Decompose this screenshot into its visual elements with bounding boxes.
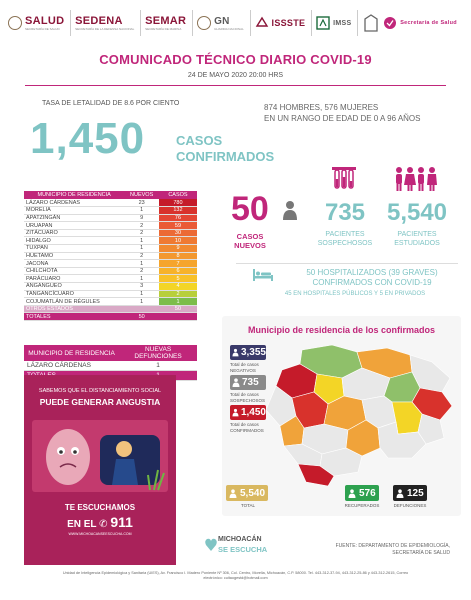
- column-header-nuevos: NUEVOS: [124, 191, 159, 199]
- table-row: [24, 267, 197, 275]
- michoacan-choropleth-map: [262, 340, 460, 490]
- poster-url: WWW.MICHOACANSEESCUCHA.COM: [68, 532, 132, 536]
- recovered-label: RECUPERADOS: [344, 503, 380, 508]
- logo-text: SEMAR: [145, 15, 187, 27]
- deaths-label: DEFUNCIONES: [393, 503, 427, 508]
- logo-semar: [145, 10, 193, 36]
- person-icon: [232, 378, 240, 387]
- logo-text: IMSS: [333, 19, 352, 27]
- cell-municipio: URUAPAN: [24, 222, 124, 230]
- column-header-municipio: MUNICIPIO DE RESIDENCIA: [24, 345, 119, 361]
- deaths-value: 125: [407, 487, 424, 499]
- cell-municipio: JACONA: [24, 260, 124, 268]
- suspected-label-line1: PACIENTES: [325, 231, 365, 238]
- confirmed-cases-label: [230, 422, 272, 433]
- cell-nuevos: 3: [124, 283, 159, 291]
- hospital-bed-icon: [252, 268, 274, 282]
- studied-label-line1: PACIENTES: [397, 231, 437, 238]
- logo-text: Secretaría de Salud: [400, 20, 457, 26]
- suspected-cases-value: 735: [242, 377, 259, 388]
- cell-total-label: TOTALES: [24, 313, 124, 321]
- new-cases-label-line2: NUEVOS: [234, 241, 266, 250]
- legend-label-line1: Total de casos: [230, 422, 259, 427]
- column-header-municipio: MUNICIPIO DE RESIDENCIA: [24, 191, 124, 199]
- page-title: COMUNICADO TÉCNICO DIARIO COVID-19: [99, 52, 372, 67]
- source-note: [300, 543, 450, 556]
- cell-nuevos: 2: [124, 229, 159, 237]
- logo-sedena: [75, 10, 141, 36]
- legend-label-line2: CONFIRMADOS: [230, 427, 264, 433]
- new-cases-label: [224, 232, 276, 250]
- cell-municipio: TUXPAN: [24, 245, 124, 253]
- cell-municipio: ANGANGUEO: [24, 283, 124, 291]
- hospitalized-line1: 50 HOSPITALIZADOS (39 GRAVES): [306, 268, 438, 277]
- table-row: [24, 298, 197, 306]
- logo-secretaria: [362, 10, 463, 36]
- source-line1: FUENTE: DEPARTAMENTO DE EPIDEMIOLOGÍA,: [335, 543, 450, 549]
- person-icon: [396, 489, 404, 498]
- poster-line4a: EN EL: [67, 519, 97, 530]
- legend-label-line2: SOSPECHOSOS: [230, 397, 266, 403]
- cell-casos: 2: [159, 290, 197, 298]
- studied-count: 5,540: [386, 199, 448, 226]
- total-tests-value: 5,540: [240, 487, 266, 499]
- cell-municipio: CHILCHOTA: [24, 267, 124, 275]
- recovered-value: 576: [359, 487, 376, 499]
- cell-nuevos: 2: [124, 267, 159, 275]
- cell-municipio: HIDALGO: [24, 237, 124, 245]
- table-row: [24, 229, 197, 237]
- logo-text: ISSSTE: [271, 18, 306, 28]
- cell-nuevos: 1: [124, 298, 159, 306]
- patients-group-icon: [393, 166, 437, 192]
- cell-casos: 50: [159, 305, 197, 313]
- table-row: [24, 283, 197, 291]
- table-row: [24, 275, 197, 283]
- hospitalized-line2: CONFIRMADOS CON COVID-19: [312, 278, 432, 287]
- cell-nuevos: 9: [124, 214, 159, 222]
- cell-municipio: HUETAMO: [24, 252, 124, 260]
- cell-defunciones: 1: [119, 361, 197, 371]
- demographics-line2: EN UN RANGO DE EDAD DE 0 A 96 AÑOS: [264, 114, 421, 123]
- cell-total-casos: [159, 313, 197, 321]
- michoacan-seal-icon: [362, 13, 380, 33]
- table-row: [24, 237, 197, 245]
- map-title: Municipio de residencia de los confirmados: [247, 325, 436, 335]
- legend-label-line1: Total de casos: [230, 392, 259, 397]
- imss-emblem-icon: [316, 16, 330, 30]
- divider: [236, 263, 458, 264]
- cell-municipio: LÁZARO CÁRDENAS: [24, 361, 119, 371]
- cell-casos: 7: [159, 260, 197, 268]
- cell-casos: 780: [159, 199, 197, 207]
- suspected-count: 735: [324, 199, 366, 226]
- person-icon: [232, 348, 239, 357]
- confirmed-label-line2: CONFIRMADOS: [176, 149, 275, 164]
- table-row: [24, 290, 197, 298]
- hospitalized-info: [284, 268, 460, 288]
- cell-total-nuevos: 50: [124, 313, 159, 321]
- cell-municipio: MORELIA: [24, 207, 124, 215]
- logo-subtext: SECRETARÍA DE LA DEFENSA NACIONAL: [75, 27, 135, 31]
- poster-line2: PUEDE GENERAR ANGUSTIA: [39, 397, 161, 407]
- hospitalized-detail: 45 EN HOSPITALES PÚBLICOS Y 5 EN PRIVADOS: [284, 291, 426, 297]
- total-tests-label: TOTAL: [240, 503, 256, 508]
- cases-by-municipality-table: [24, 191, 197, 321]
- cell-nuevos: 1: [124, 260, 159, 268]
- cell-municipio: PARÁCUARO: [24, 275, 124, 283]
- table-row: [24, 214, 197, 222]
- cell-nuevos: 2: [124, 222, 159, 230]
- table-row: [24, 361, 197, 371]
- cell-nuevos: 1: [124, 237, 159, 245]
- table-row: [24, 222, 197, 230]
- cell-municipio: LÁZARO CÁRDENAS: [24, 199, 124, 207]
- confirmed-cases-badge: [230, 405, 266, 420]
- cell-nuevos: 23: [124, 199, 159, 207]
- poster-line3: TE ESCUCHAMOS: [64, 503, 136, 512]
- report-date: 24 DE MAYO 2020 20:00 HRS: [187, 72, 284, 79]
- confirmed-label-line1: CASOS: [176, 133, 223, 148]
- logo-imss: [316, 10, 358, 36]
- cell-nuevos: 1: [124, 207, 159, 215]
- table-row: [24, 305, 197, 313]
- table-header-row: [24, 345, 197, 361]
- table-total-row: [24, 313, 197, 321]
- cell-casos: 1: [159, 298, 197, 306]
- deaths-badge: [393, 485, 427, 501]
- cell-municipio: APATZINGÁN: [24, 214, 124, 222]
- logo-subtext: SECRETARÍA DE SALUD: [25, 27, 60, 31]
- lethality-rate: TASA DE LETALIDAD DE 8.6 POR CIENTO: [42, 100, 180, 107]
- cell-nuevos: 2: [124, 252, 159, 260]
- legend-label-line1: Total de casos: [230, 362, 259, 367]
- column-header-casos: CASOS: [159, 191, 197, 199]
- table-row: [24, 245, 197, 253]
- cell-casos: 9: [159, 245, 197, 253]
- table-row: [24, 260, 197, 268]
- logo-subtext: SECRETARÍA DE MARINA: [145, 27, 182, 31]
- suspected-cases-label: [230, 392, 272, 403]
- logo-salud: [8, 10, 71, 36]
- poster-line4: [30, 514, 170, 530]
- cell-casos: 4: [159, 283, 197, 291]
- seal-icon: [8, 16, 22, 30]
- total-tests-badge: [226, 485, 268, 501]
- logo-gn: [197, 10, 251, 36]
- confirmed-count: 1,450: [30, 114, 146, 163]
- demographics-line1: 874 HOMBRES, 576 MUJERES: [264, 103, 379, 112]
- table-row: [24, 207, 197, 215]
- logo-issste: [255, 10, 313, 36]
- column-header-nuevas-defunciones: NUEVAS DEFUNCIONES: [119, 345, 197, 361]
- suspected-label-line2: SOSPECHOSOS: [317, 239, 373, 247]
- logo-text: SEDENA: [75, 15, 123, 27]
- footer-line1: Unidad de Inteligencia Epidemiológica y Sanitaria (UIES), Av. Francisco I. Madero Poniente Nº 306, Col. Centro, Morelia, Michoacán, C.P. 58000. Tel. 443-312-37-94, 443-312-25-86 y 443-312-2615, Correo: [62, 571, 409, 575]
- cell-municipio: ZITÁCUARO: [24, 229, 124, 237]
- new-cases-count: 50: [231, 190, 269, 228]
- cell-nuevos: 1: [124, 290, 159, 298]
- poster-line1: SABEMOS QUE EL DISTANCIAMIENTO SOCIAL: [38, 388, 162, 394]
- person-icon: [232, 408, 239, 417]
- table-row: [24, 199, 197, 207]
- cell-casos: 76: [159, 214, 197, 222]
- heart-logo-icon: [383, 16, 397, 30]
- cell-casos: 6: [159, 267, 197, 275]
- heart-hands-icon: [204, 533, 218, 553]
- person-icon: [229, 489, 237, 498]
- michoacan-logo-line1: MICHOACÁN: [218, 536, 262, 543]
- footer-line2: electrónico: cuitaogestd@hotmail.com: [203, 576, 268, 580]
- eagle-icon: [255, 16, 269, 30]
- michoacan-logo-line2: SE ESCUCHA: [218, 545, 268, 554]
- source-line2: SECRETARÍA DE SALUD: [392, 549, 450, 556]
- cell-casos: 30: [159, 229, 197, 237]
- cell-municipio: COJUMATLÁN DE RÉGULES: [24, 298, 124, 306]
- logo-subtext: GUARDIA NACIONAL: [214, 26, 244, 31]
- divider: [25, 85, 446, 86]
- header-logos: [8, 6, 463, 40]
- table-row: [24, 252, 197, 260]
- person-icon: [282, 200, 298, 220]
- table-header-row: [24, 191, 197, 199]
- footer-contact: [40, 571, 431, 581]
- test-tubes-icon: [330, 164, 358, 192]
- cell-municipio: OTROS ESTADOS: [24, 305, 124, 313]
- negative-cases-badge: [230, 345, 266, 360]
- seal-icon: [197, 16, 211, 30]
- cell-nuevos: 1: [124, 245, 159, 253]
- recovered-badge: [345, 485, 379, 501]
- cell-nuevos: 1: [124, 275, 159, 283]
- suspected-cases-badge: [230, 375, 266, 390]
- phone-icon: ✆: [99, 519, 108, 530]
- cell-casos: 5: [159, 275, 197, 283]
- logo-text: SALUD: [25, 15, 65, 27]
- cell-municipio: TANGANCÍCUARO: [24, 290, 124, 298]
- studied-label-line2: ESTUDIADOS: [394, 239, 440, 247]
- person-icon: [348, 489, 356, 498]
- negative-cases-label: [230, 362, 272, 373]
- suspected-label: [309, 231, 381, 248]
- confirmed-label: [176, 133, 274, 165]
- confirmed-cases-value: 1,450: [240, 407, 266, 418]
- logo-text: GN: [214, 15, 230, 27]
- cell-casos: 59: [159, 222, 197, 230]
- cell-casos: 8: [159, 252, 197, 260]
- studied-label: [381, 231, 453, 248]
- cell-nuevos: [124, 305, 159, 313]
- cell-casos: 132: [159, 207, 197, 215]
- demographics: [264, 102, 421, 124]
- new-cases-label-line1: CASOS: [236, 232, 264, 241]
- legend-label-line2: NEGATIVOS: [230, 367, 256, 373]
- emergency-number: 911: [110, 514, 133, 530]
- cell-casos: 10: [159, 237, 197, 245]
- negative-cases-value: 3,355: [240, 347, 266, 358]
